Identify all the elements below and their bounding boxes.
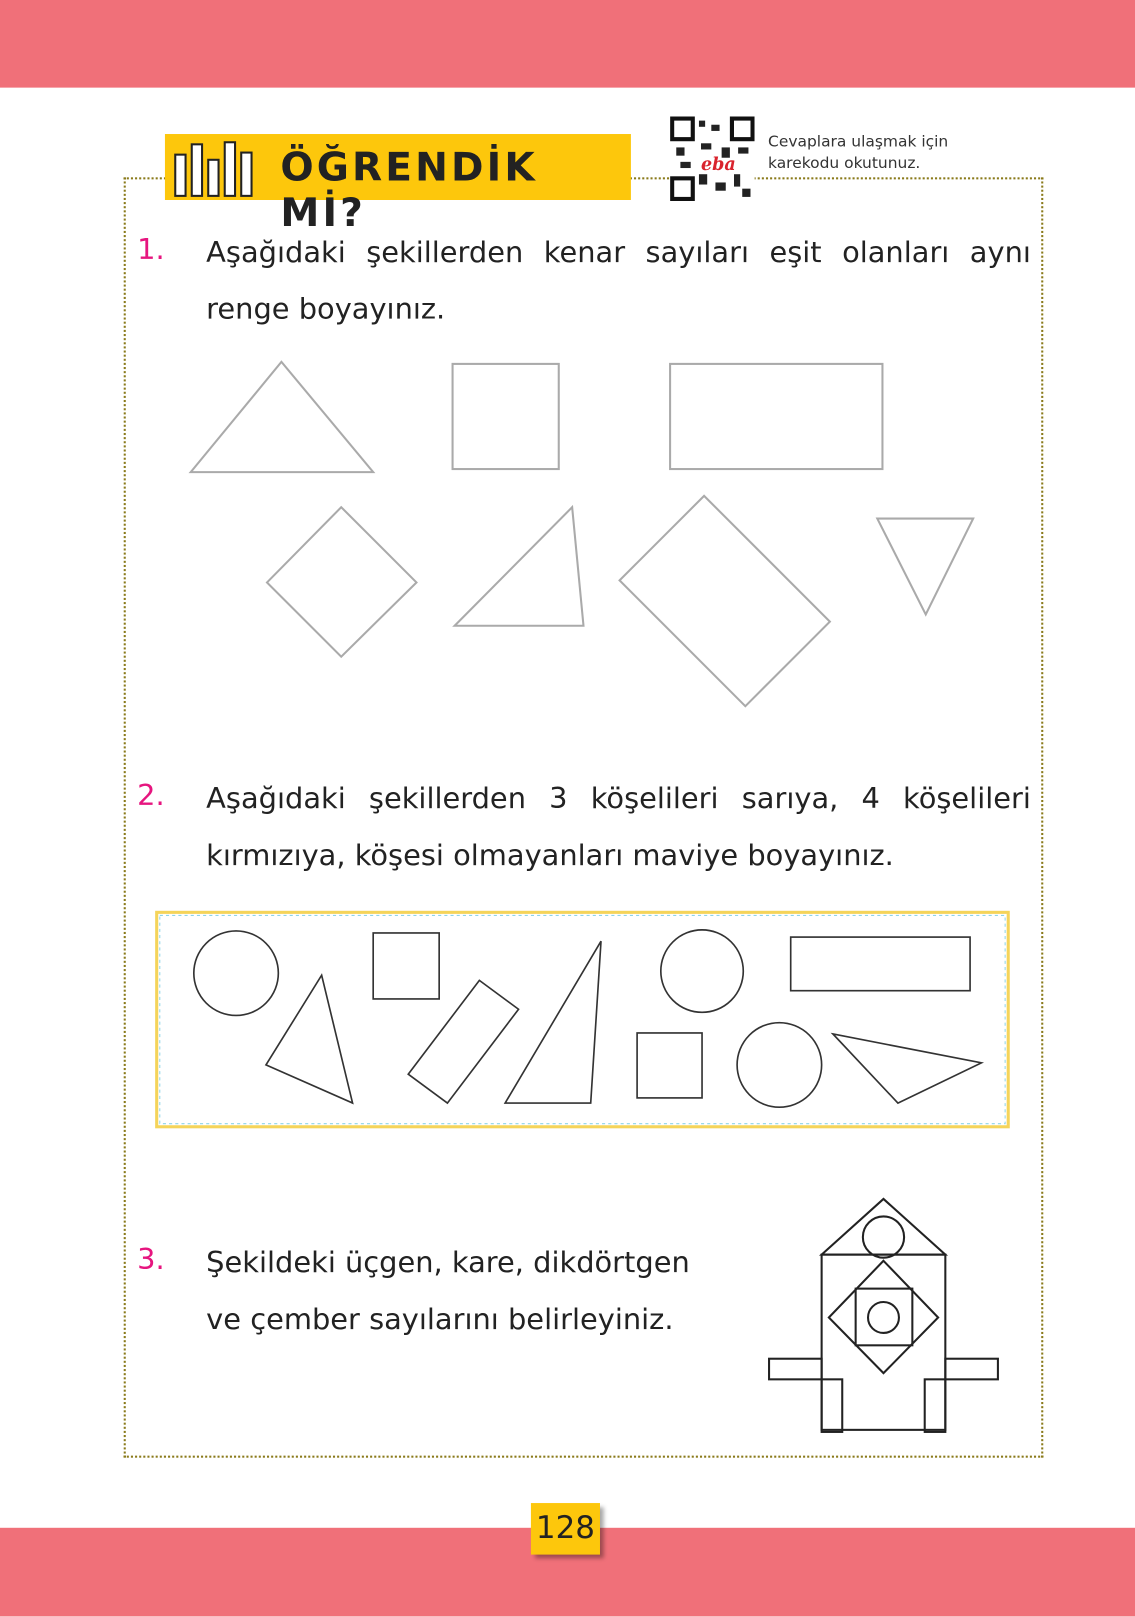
question-2-line1: Aşağıdaki şekillerden 3 köşelileri sarıya, 4 köşelileri [206, 781, 1031, 816]
q2-circle-1 [194, 931, 279, 1016]
q3-house-figure [769, 1199, 998, 1432]
q2-square-2 [637, 1033, 702, 1098]
q1-diamond-2 [620, 496, 830, 706]
question-1-number: 1. [137, 231, 165, 266]
question-1-line2: renge boyayınız. [206, 291, 446, 326]
qr-note-line2: karekodu okutunuz. [768, 153, 921, 173]
q2-shapes-box [157, 912, 1009, 1126]
q2-triangle-1 [266, 975, 353, 1103]
question-3-line1: Şekildeki üçgen, kare, dikdörtgen [206, 1245, 690, 1280]
q2-circle-2 [661, 930, 743, 1012]
q1-triangle-3 [877, 519, 973, 615]
question-3-text [206, 1234, 742, 1347]
q1-triangle-1 [191, 362, 373, 472]
q2-triangle-3 [833, 1034, 981, 1103]
page-number: 128 [531, 1503, 600, 1555]
q1-rectangle-1 [670, 364, 882, 469]
question-2-line2: kırmızıya, köşesi olmayanları maviye boyayınız. [206, 838, 894, 873]
question-2-text [206, 770, 1031, 883]
question-3-line2: ve çember sayılarını belirleyiniz. [206, 1302, 674, 1337]
q1-triangle-2 [455, 507, 584, 626]
q2-triangle-2 [505, 941, 601, 1103]
question-2-number: 2. [137, 778, 165, 813]
q2-circle-3 [737, 1023, 822, 1108]
eba-logo: eba [701, 155, 736, 176]
banner-title: ÖĞRENDİK Mİ? [280, 144, 538, 236]
question-1-line1: Aşağıdaki şekillerden kenar sayıları eşit olanları aynı [206, 235, 1031, 270]
question-3-number: 3. [137, 1242, 165, 1277]
q2-rectangle-2 [791, 937, 970, 991]
q1-diamond-1 [267, 507, 416, 656]
qr-note-line1: Cevaplara ulaşmak için [768, 131, 949, 151]
q2-square-1 [373, 933, 439, 999]
q1-square-1 [453, 364, 559, 469]
